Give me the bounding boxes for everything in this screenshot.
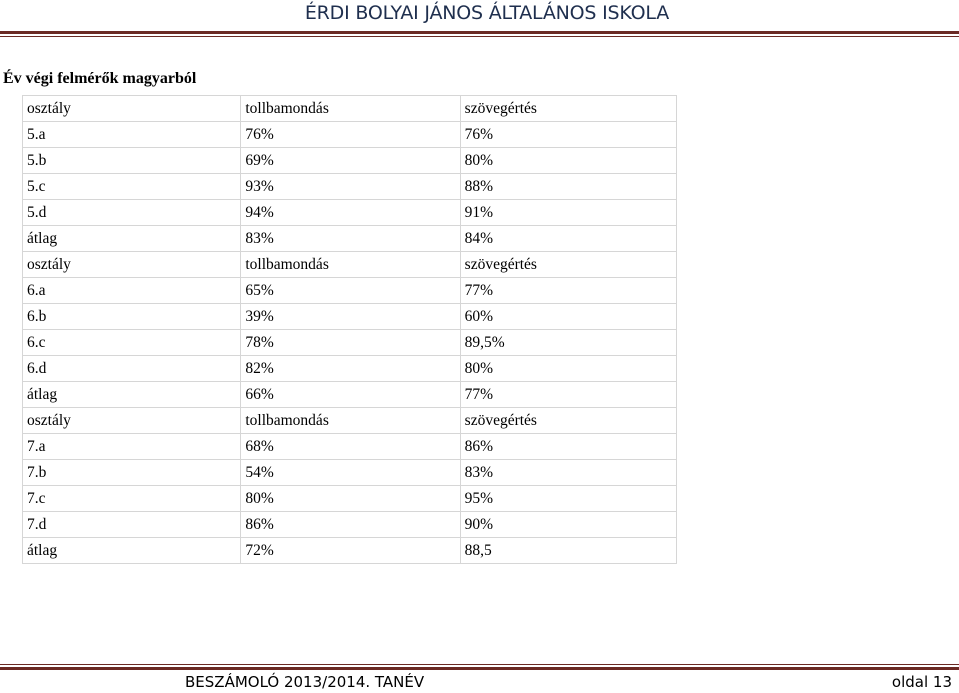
table-row (23, 382, 677, 408)
table-row (23, 122, 677, 148)
section-heading: Év végi felmérők magyarból (3, 70, 197, 87)
table-row (23, 252, 677, 278)
table-row (23, 148, 677, 174)
reading-cell: 80% (460, 148, 676, 174)
dictation-cell: 68% (241, 434, 460, 460)
class-cell: 5.a (23, 122, 241, 148)
footer-report-title: BESZÁMOLÓ 2013/2014. TANÉV (185, 673, 425, 691)
dictation-cell: tollbamondás (241, 408, 460, 434)
dictation-cell: 54% (241, 460, 460, 486)
dictation-cell: 65% (241, 278, 460, 304)
school-name: ÉRDI BOLYAI JÁNOS ÁLTALÁNOS ISKOLA (304, 2, 669, 24)
header-rule-thin (0, 36, 959, 37)
reading-cell: 80% (460, 356, 676, 382)
class-cell: 7.c (23, 486, 241, 512)
table-row (23, 434, 677, 460)
class-cell: 6.d (23, 356, 241, 382)
table-row (23, 356, 677, 382)
document-header (0, 0, 959, 26)
dictation-cell: 80% (241, 486, 460, 512)
results-table-body (23, 96, 677, 564)
class-cell: átlag (23, 538, 241, 564)
reading-cell: 86% (460, 434, 676, 460)
reading-cell: 95% (460, 486, 676, 512)
reading-cell: szövegértés (460, 252, 676, 278)
reading-cell: 88% (460, 174, 676, 200)
class-cell: 6.c (23, 330, 241, 356)
table-row (23, 460, 677, 486)
reading-cell: 60% (460, 304, 676, 330)
class-cell: 7.d (23, 512, 241, 538)
class-cell: 5.b (23, 148, 241, 174)
class-cell: 5.d (23, 200, 241, 226)
class-cell: 5.c (23, 174, 241, 200)
dictation-cell: tollbamondás (241, 96, 460, 122)
class-cell: osztály (23, 96, 241, 122)
dictation-cell: 66% (241, 382, 460, 408)
table-row (23, 174, 677, 200)
footer-rule (0, 667, 959, 670)
reading-cell: 83% (460, 460, 676, 486)
dictation-cell: 72% (241, 538, 460, 564)
table-row (23, 278, 677, 304)
table-row (23, 538, 677, 564)
dictation-cell: 83% (241, 226, 460, 252)
table-row (23, 512, 677, 538)
class-cell: átlag (23, 382, 241, 408)
dictation-cell: 93% (241, 174, 460, 200)
dictation-cell: 86% (241, 512, 460, 538)
reading-cell: 84% (460, 226, 676, 252)
dictation-cell: 69% (241, 148, 460, 174)
table-row (23, 486, 677, 512)
class-cell: 7.a (23, 434, 241, 460)
table-row (23, 408, 677, 434)
dictation-cell: tollbamondás (241, 252, 460, 278)
class-cell: átlag (23, 226, 241, 252)
reading-cell: szövegértés (460, 408, 676, 434)
page-number: oldal 13 (891, 673, 952, 691)
table-row (23, 226, 677, 252)
reading-cell: szövegértés (460, 96, 676, 122)
class-cell: 7.b (23, 460, 241, 486)
reading-cell: 90% (460, 512, 676, 538)
table-row (23, 330, 677, 356)
table-row (23, 304, 677, 330)
results-table (22, 95, 677, 564)
dictation-cell: 82% (241, 356, 460, 382)
footer-rule-thin (0, 664, 959, 665)
table-row (23, 96, 677, 122)
dictation-cell: 94% (241, 200, 460, 226)
reading-cell: 91% (460, 200, 676, 226)
reading-cell: 77% (460, 382, 676, 408)
reading-cell: 76% (460, 122, 676, 148)
header-rule (0, 31, 959, 34)
class-cell: osztály (23, 408, 241, 434)
dictation-cell: 78% (241, 330, 460, 356)
dictation-cell: 76% (241, 122, 460, 148)
class-cell: 6.a (23, 278, 241, 304)
reading-cell: 77% (460, 278, 676, 304)
table-row (23, 200, 677, 226)
class-cell: osztály (23, 252, 241, 278)
reading-cell: 88,5 (460, 538, 676, 564)
dictation-cell: 39% (241, 304, 460, 330)
reading-cell: 89,5% (460, 330, 676, 356)
class-cell: 6.b (23, 304, 241, 330)
